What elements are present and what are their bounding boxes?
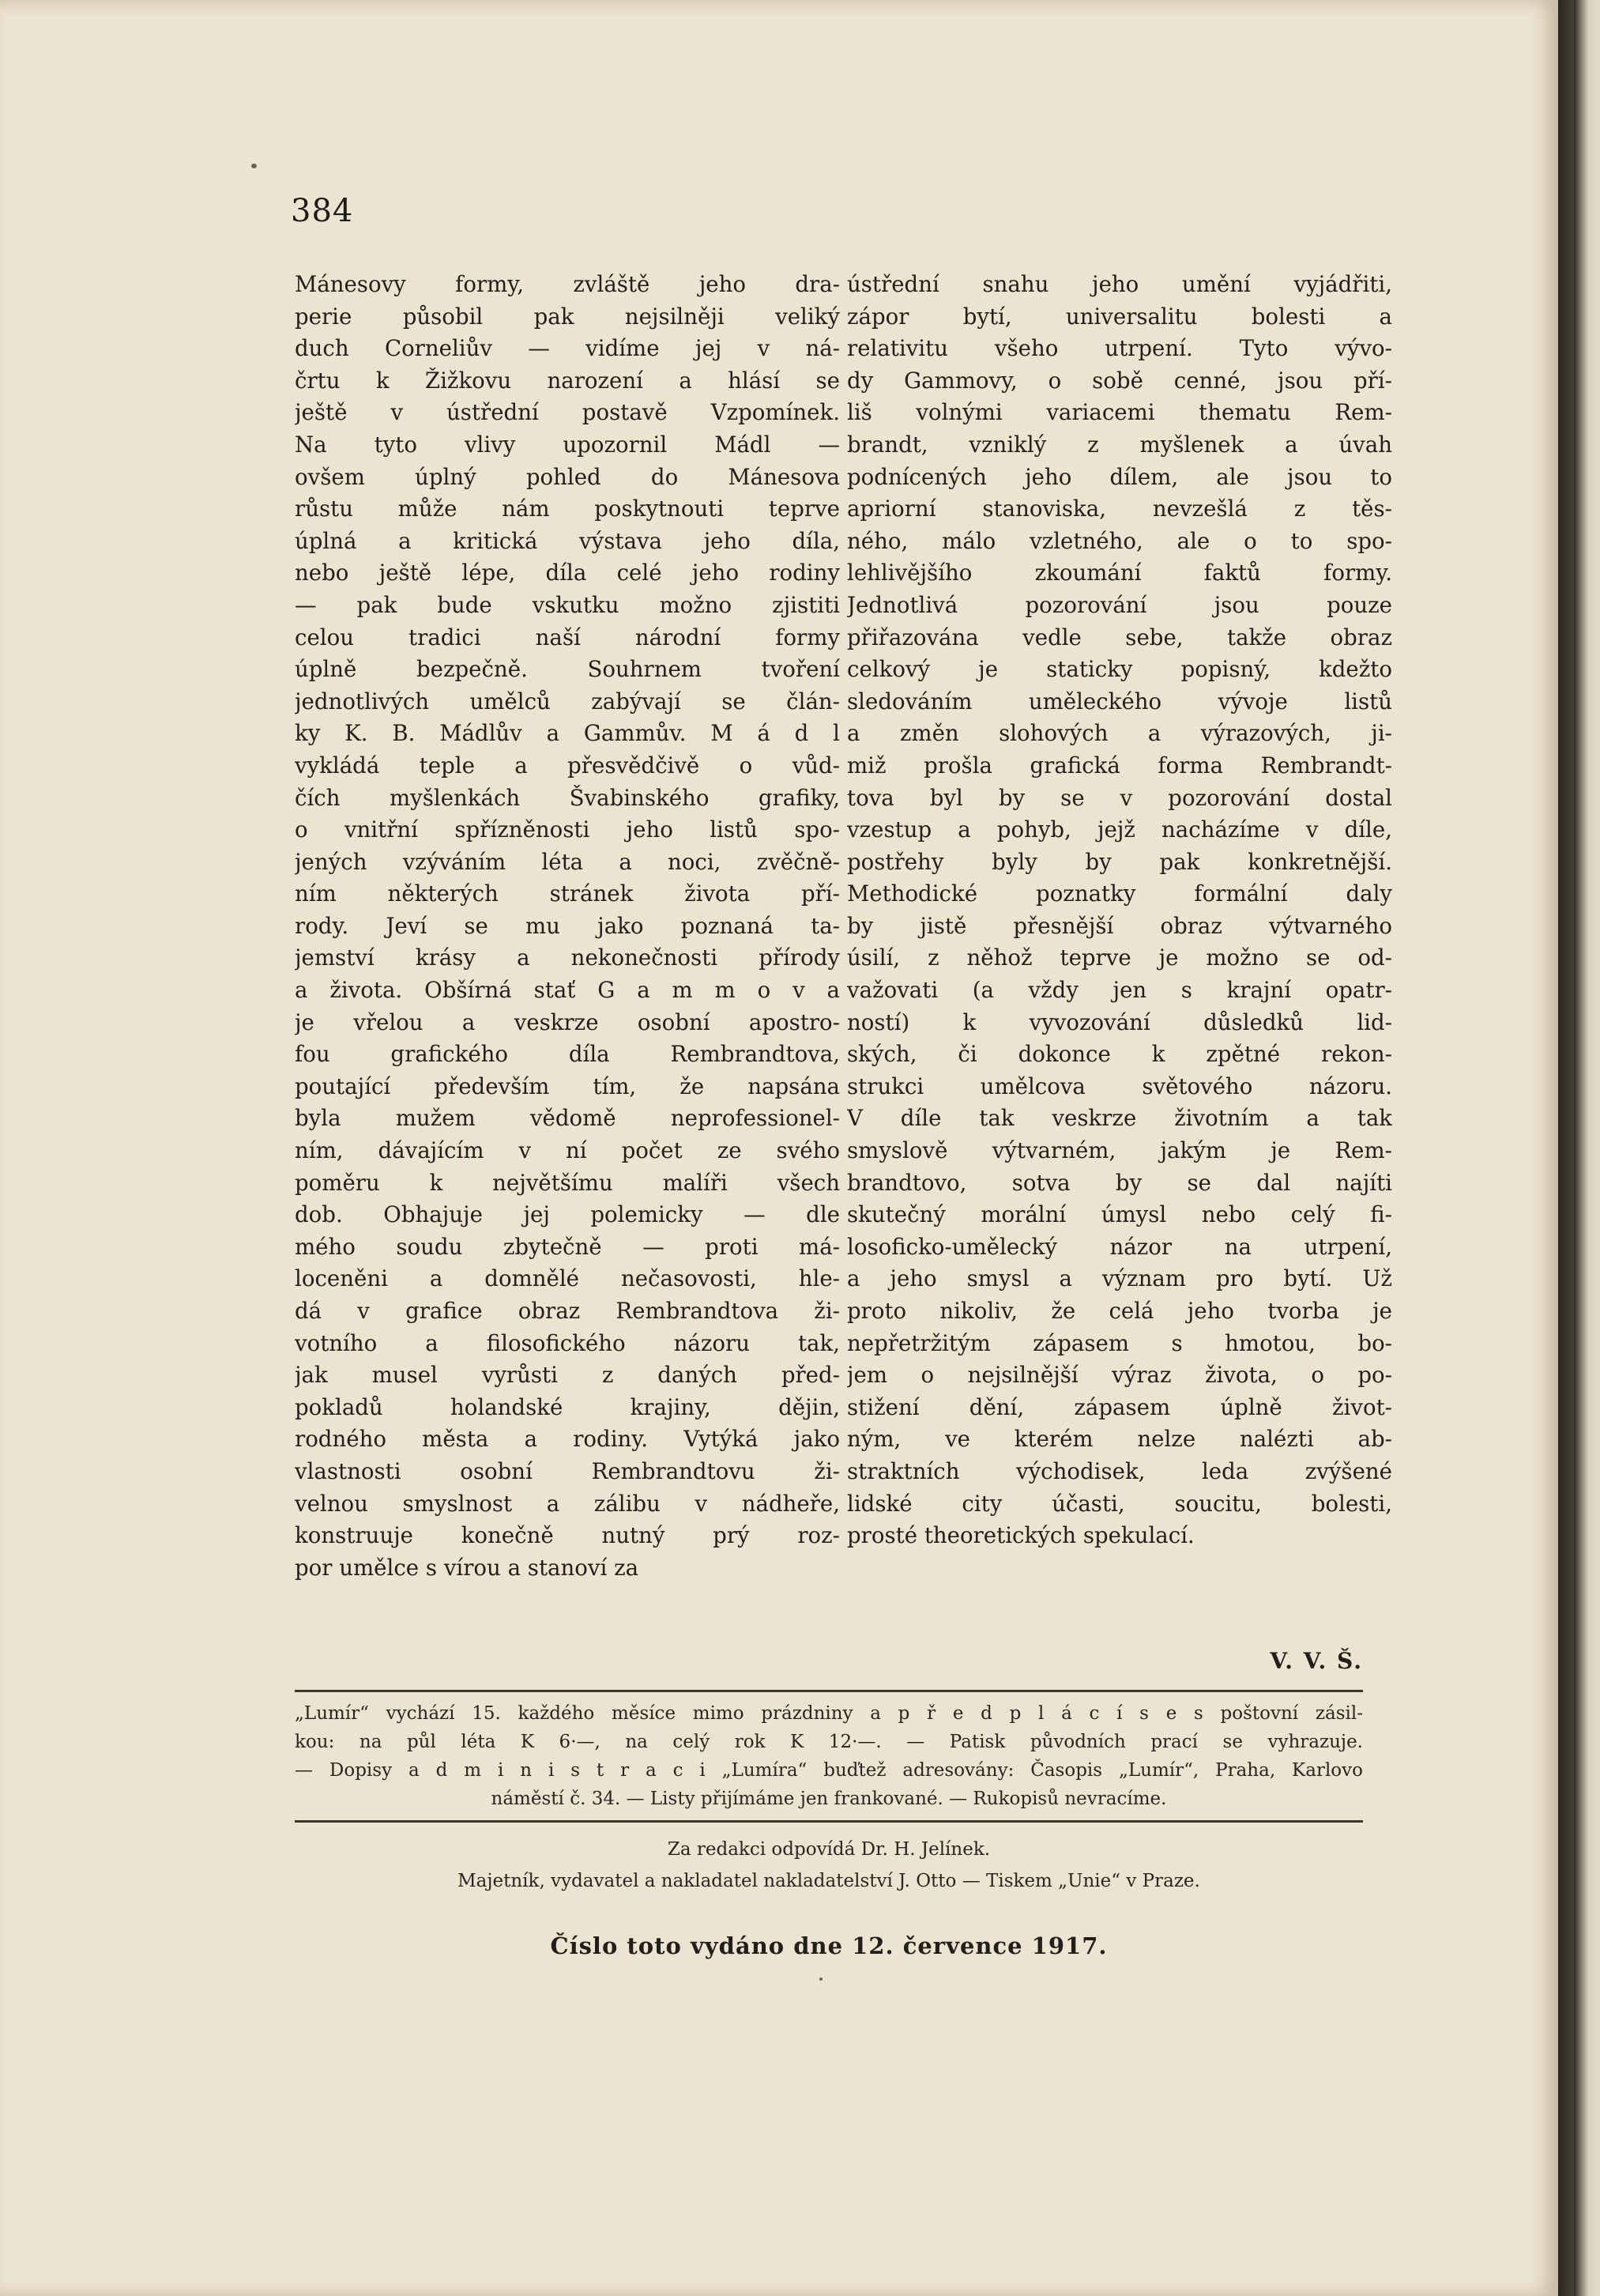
text-line: Mánesovy formy, zvláště jeho dra-	[295, 271, 840, 297]
next-page-edge	[1574, 0, 1600, 2296]
text-line: úsilí, z něhož teprve je možno se od-	[847, 944, 1392, 971]
text-line: vykládá teple a přesvědčivě o vůd-	[295, 752, 840, 779]
text-line: konstruuje konečně nutný prý roz-	[295, 1522, 840, 1549]
text-line: ústřední snahu jeho umění vyjádřiti,	[847, 271, 1392, 297]
text-line: stižení dění, zápasem úplně život-	[847, 1393, 1392, 1420]
text-line: liš volnými variacemi thematu Rem-	[847, 399, 1392, 426]
text-line: skutečný morální úmysl nebo celý fi-	[847, 1201, 1392, 1228]
text-line: brandtovo, sotva by se dal najíti	[847, 1169, 1392, 1196]
text-line: nepřetržitým zápasem s hmotou, bo-	[847, 1329, 1392, 1356]
text-line: perie působil pak nejsilněji veliký	[295, 303, 840, 330]
text-line: mého soudu zbytečně — proti má-	[295, 1233, 840, 1260]
text-line: velnou smyslnost a zálibu v nádheře,	[295, 1490, 840, 1517]
text-line: jemství krásy a nekonečnosti přírody	[295, 944, 840, 971]
text-line: pokladů holandské krajiny, dějin,	[295, 1393, 840, 1420]
text-line: črtu k Žižkovu narození a hlásí se	[295, 367, 840, 394]
text-line: úplná a kritická výstava jeho díla,	[295, 527, 840, 554]
text-line: ností) k vyvozování důsledků lid-	[847, 1009, 1392, 1035]
text-line: jednotlivých umělců zabývají se člán-	[295, 688, 840, 714]
text-line: brandt, vzniklý z myšlenek a úvah	[847, 431, 1392, 458]
text-line: zápor bytí, universalitu bolesti a	[847, 303, 1392, 330]
text-line: podnícených jeho dílem, ale jsou to	[847, 463, 1392, 490]
text-line: úplně bezpečně. Souhrnem tvoření	[295, 656, 840, 683]
text-line: V díle tak veskrze životním a tak	[847, 1105, 1392, 1132]
text-line: ného, málo vzletného, ale o to spo-	[847, 527, 1392, 554]
text-line: ním některých stránek života pří-	[295, 880, 840, 907]
text-line: byla mužem vědomě neprofessionel-	[295, 1105, 840, 1132]
text-line: — pak bude vskutku možno zjistiti	[295, 591, 840, 618]
text-line: ky K. B. Mádlův a Gammův. M á d l	[295, 720, 840, 747]
author-signature: V. V. Š.	[1270, 1648, 1363, 1674]
text-line: jených vzýváním léta a noci, zvěčně-	[295, 848, 840, 875]
text-line: proto nikoliv, že celá jeho tvorba je	[847, 1298, 1392, 1324]
text-line: a života. Obšírná stať G a m m o v a	[295, 977, 840, 1004]
text-line: jem o nejsilnější výraz života, o po-	[847, 1362, 1392, 1389]
text-line: lehlivějšího zkoumání faktů formy.	[847, 560, 1392, 586]
text-line: Jednotlivá pozorování jsou pouze	[847, 591, 1392, 618]
text-line: a jeho smysl a význam pro bytí. Už	[847, 1265, 1392, 1292]
text-line: rody. Jeví se mu jako poznaná ta-	[295, 912, 840, 939]
divider-rule	[295, 1820, 1363, 1823]
text-line: růstu může nám poskytnouti teprve	[295, 496, 840, 522]
text-line: ještě v ústřední postavě Vzpomínek.	[295, 399, 840, 426]
text-line: Methodické poznatky formální daly	[847, 880, 1392, 907]
text-line: por umělce s vírou a stanoví za	[295, 1554, 639, 1581]
text-line: a změn slohových a výrazových, ji-	[847, 720, 1392, 747]
editor-line: Za redakci odpovídá Dr. H. Jelínek.	[667, 1839, 991, 1860]
text-line: celkový je staticky popisný, kdežto	[847, 656, 1392, 683]
text-line: prosté theoretických spekulací.	[847, 1522, 1195, 1549]
paper-speck	[819, 1977, 823, 1981]
text-line: miž prošla grafická forma Rembrandt-	[847, 752, 1392, 779]
notice-line: — Dopisy a d m i n i s t r a c i „Lumíra“ buďtež adresovány: Časopis „Lumír“, Praha, Karlovo	[295, 1760, 1363, 1781]
text-line: dá v grafice obraz Rembrandtova ži-	[295, 1298, 840, 1324]
notice-line: náměstí č. 34. — Listy přijímáme jen frankované. — Rukopisů nevracíme.	[491, 1789, 1167, 1809]
text-line: postřehy byly by pak konkretnější.	[847, 848, 1392, 875]
page-number: 384	[291, 193, 354, 229]
text-line: sledováním uměleckého vývoje listů	[847, 688, 1392, 714]
publication-notice	[295, 1699, 1363, 1813]
text-line: ských, či dokonce k zpětné rekon-	[847, 1041, 1392, 1068]
text-line: tova byl by se v pozorování dostal	[847, 784, 1392, 811]
text-line: ním, dávajícím v ní počet ze svého	[295, 1137, 840, 1164]
text-line: straktních východisek, leda zvýšené	[847, 1457, 1392, 1484]
text-line: lidské city účasti, soucitu, bolesti,	[847, 1490, 1392, 1517]
text-line: losoficko-umělecký názor na utrpení,	[847, 1233, 1392, 1260]
publisher-line: Majetník, vydavatel a nakladatel nakladatelství J. Otto — Tiskem „Unie“ v Praze.	[457, 1871, 1200, 1891]
text-line: čích myšlenkách Švabinského grafiky,	[295, 784, 840, 811]
text-line: nebo ještě lépe, díla celé jeho rodiny	[295, 560, 840, 586]
text-line: přiřazována vedle sebe, takže obraz	[847, 624, 1392, 650]
text-line: fou grafického díla Rembrandtova,	[295, 1041, 840, 1068]
text-line: duch Corneliův — vidíme jej v ná-	[295, 335, 840, 362]
notice-line: kou: na půl léta K 6·—, na celý rok K 12·—. — Patisk původních prací se vyhrazuje.	[295, 1732, 1363, 1752]
issue-date: Číslo toto vydáno dne 12. července 1917.	[550, 1932, 1108, 1959]
text-line: ným, ve kterém nelze nalézti ab-	[847, 1426, 1392, 1453]
text-line: smyslově výtvarném, jakým je Rem-	[847, 1137, 1392, 1164]
text-line: vzestup a pohyb, jejž nacházíme v díle,	[847, 816, 1392, 843]
text-line: jak musel vyrůsti z daných před-	[295, 1362, 840, 1389]
left-column	[295, 269, 840, 1584]
imprint	[295, 1834, 1363, 1897]
text-line: by jistě přesnější obraz výtvarného	[847, 912, 1392, 939]
notice-line: „Lumír“ vychází 15. každého měsíce mimo prázdniny a p ř e d p l á c í s e s poštovní zásil-	[295, 1703, 1363, 1724]
text-line: o vnitřní spřízněnosti jeho listů spo-	[295, 816, 840, 843]
text-line: vlastnosti osobní Rembrandtovu ži-	[295, 1457, 840, 1484]
text-line: rodného města a rodiny. Vytýká jako	[295, 1426, 840, 1453]
text-line: apriorní stanoviska, nevzešlá z těs-	[847, 496, 1392, 522]
text-line: dob. Obhajuje jej polemicky — dle	[295, 1201, 840, 1228]
text-line: ovšem úplný pohled do Mánesova	[295, 463, 840, 490]
paper-speck	[251, 164, 257, 168]
right-column	[847, 269, 1392, 1552]
text-line: poměru k největšímu malíři všech	[295, 1169, 840, 1196]
divider-rule	[295, 1690, 1363, 1692]
text-line: strukci umělcova světového názoru.	[847, 1073, 1392, 1099]
text-line: je vřelou a veskrze osobní apostro-	[295, 1009, 840, 1035]
text-line: relativitu všeho utrpení. Tyto vývo-	[847, 335, 1392, 362]
text-line: dy Gammovy, o sobě cenné, jsou pří-	[847, 367, 1392, 394]
text-line: poutající především tím, že napsána	[295, 1073, 840, 1099]
text-line: Na tyto vlivy upozornil Mádl —	[295, 431, 840, 458]
text-line: votního a filosofického názoru tak,	[295, 1329, 840, 1356]
text-line: celou tradici naší národní formy	[295, 624, 840, 650]
text-line: loceněni a domnělé nečasovosti, hle-	[295, 1265, 840, 1292]
text-line: važovati (a vždy jen s krajní opatr-	[847, 977, 1392, 1004]
